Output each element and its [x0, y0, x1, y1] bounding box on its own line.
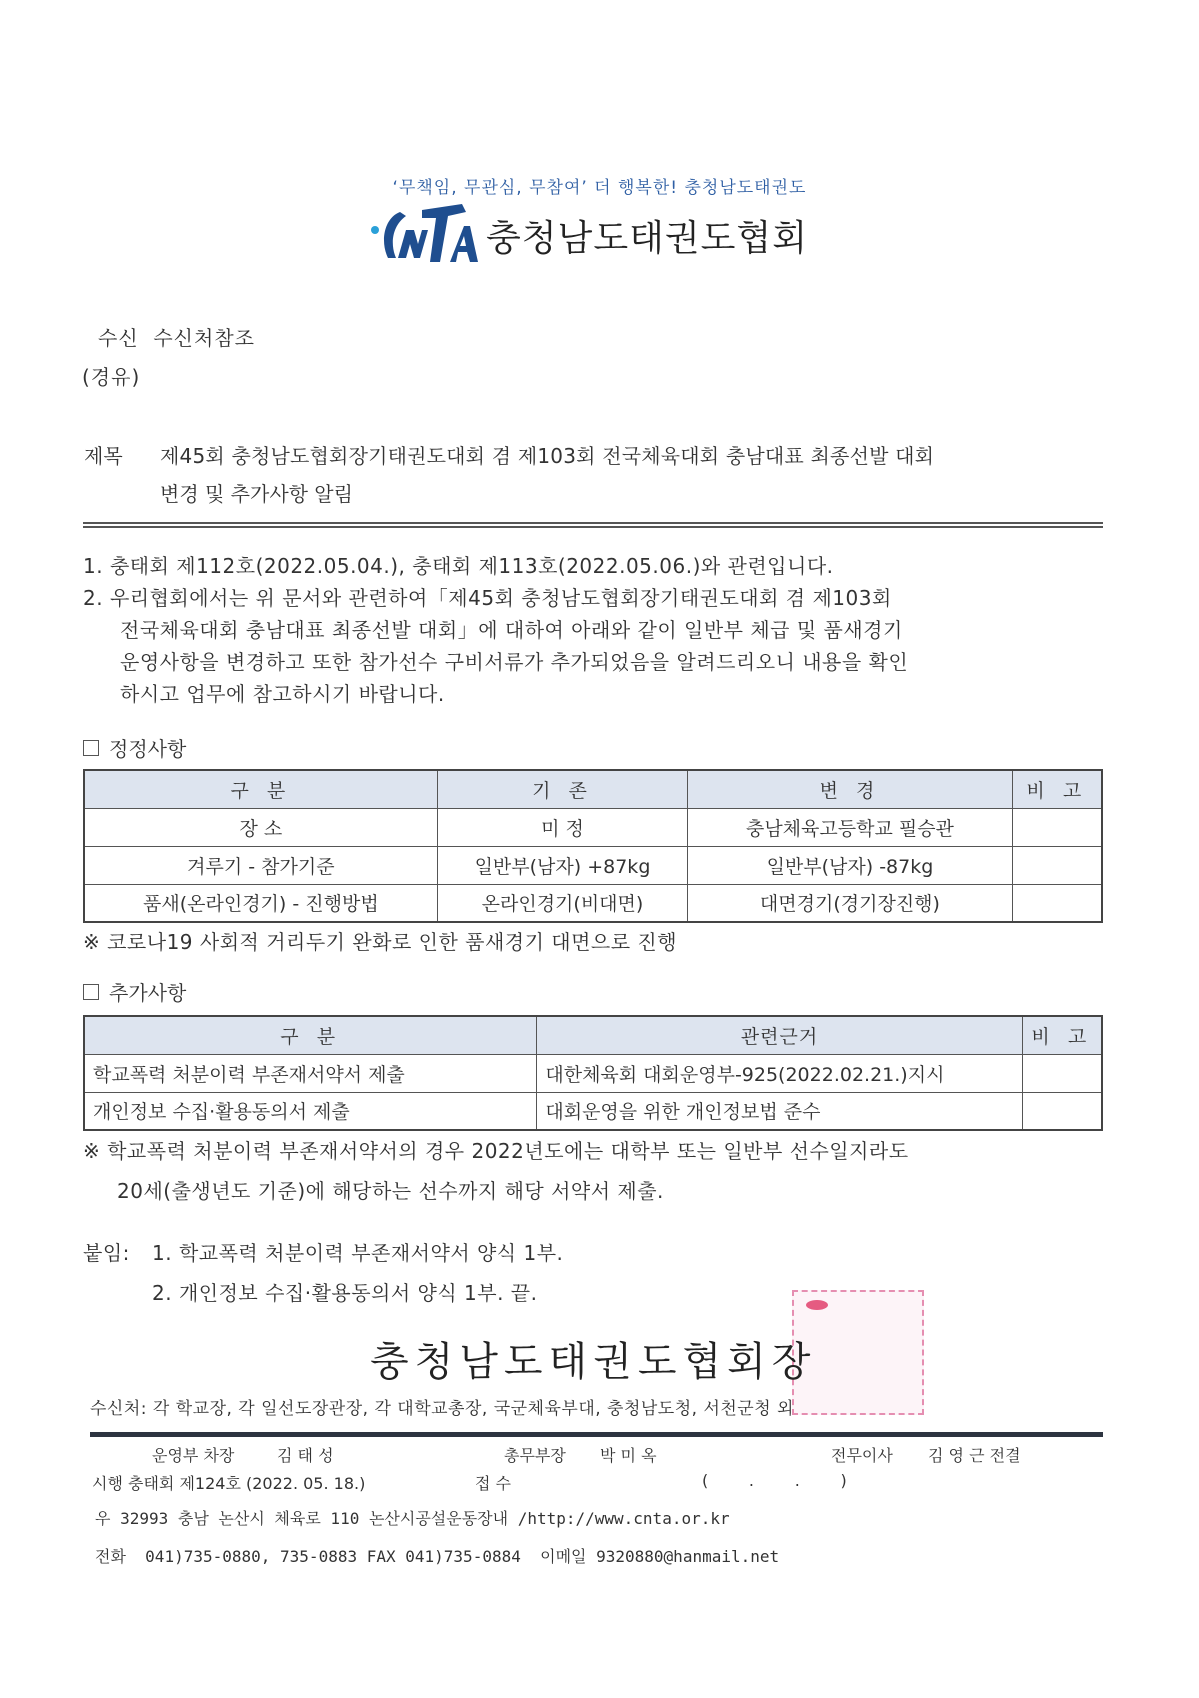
- col-header: 구 분: [84, 1016, 537, 1054]
- table-cell: 장 소: [84, 808, 437, 846]
- additions-title-text: 추가사항: [109, 981, 187, 1005]
- drafter-role: 운영부 차장: [152, 1446, 235, 1465]
- receipt-label: 접 수: [475, 1474, 511, 1493]
- body-item-2-line-4: 하시고 업무에 참고하시기 바랍니다.: [120, 682, 445, 706]
- corrections-note: ※ 코로나19 사회적 거리두기 완화로 인한 품새경기 대면으로 진행: [83, 930, 678, 954]
- recipients-list: 수신처: 각 학교장, 각 일선도장관장, 각 대학교총장, 국군체육부대, 충청남도청, 서천군청 외: [90, 1399, 794, 1419]
- org-name: 충청남도태권도협회: [486, 217, 808, 259]
- table-cell: 품새(온라인경기) - 진행방법: [84, 884, 437, 922]
- col-header: 비 고: [1012, 770, 1102, 808]
- additions-table: [83, 1015, 1103, 1131]
- seal-ink-mark-icon: [806, 1300, 828, 1310]
- via-line: (경유): [82, 365, 141, 389]
- table-cell: 대회운영을 위한 개인정보법 준수: [537, 1092, 1022, 1130]
- table-row: [84, 808, 1102, 846]
- recipient-label: 수신: [98, 326, 139, 350]
- table-cell: [1022, 1054, 1102, 1092]
- reviewer-name: 박 미 옥: [600, 1446, 657, 1465]
- body-item-2-line-2: 전국체육대회 충남대표 최종선발 대회」에 대하여 아래와 같이 일반부 체급 및 품새경기: [120, 618, 903, 642]
- slogan: ‘무책임, 무관심, 무참여’ 더 행복한! 충청남도태권도: [392, 178, 807, 198]
- table-cell: 미 정: [437, 808, 688, 846]
- table-cell: 학교폭력 처분이력 부존재서약서 제출: [84, 1054, 537, 1092]
- col-header: 기 존: [437, 770, 688, 808]
- additions-note-line-1: ※ 학교폭력 처분이력 부존재서약서의 경우 2022년도에는 대학부 또는 일반부 선수일지라도: [83, 1139, 909, 1163]
- table-cell: 대면경기(경기장진행): [688, 884, 1012, 922]
- table-cell: 온라인경기(비대면): [437, 884, 688, 922]
- table-row: [84, 1054, 1102, 1092]
- corrections-title-text: 정정사항: [109, 737, 187, 761]
- table-row: [84, 1092, 1102, 1130]
- subject-line-1: 제45회 충청남도협회장기태권도대회 겸 제103회 전국체육대회 충남대표 최종선발 대회: [160, 444, 935, 468]
- checkbox-square-icon: [83, 740, 99, 756]
- table-cell: 충남체육고등학교 필승관: [688, 808, 1012, 846]
- signature-title: 충청남도태권도협회장: [370, 1339, 817, 1385]
- table-header-row: [84, 1016, 1102, 1054]
- additions-title: [83, 977, 186, 1006]
- enforcement-number: 시행 충태회 제124호 (2022. 05. 18.): [92, 1474, 366, 1493]
- body-item-2-line-1: 2. 우리협회에서는 위 문서와 관련하여「제45회 충청남도협회장기태권도대회 겸 제103회: [83, 586, 892, 610]
- approver-role: 전무이사: [831, 1446, 893, 1465]
- recipient-value: 수신처참조: [153, 326, 255, 350]
- corrections-title: [83, 733, 186, 762]
- table-header-row: [84, 770, 1102, 808]
- checkbox-square-icon: [83, 984, 99, 1000]
- col-header: 구 분: [84, 770, 437, 808]
- table-cell: 일반부(남자) +87kg: [437, 846, 688, 884]
- cnta-logo-icon: [370, 200, 480, 270]
- approver-name: 김 영 근 전결: [928, 1446, 1021, 1465]
- attachment-item-1: 1. 학교폭력 처분이력 부존재서약서 양식 1부.: [152, 1241, 564, 1265]
- additions-note-line-2: 20세(출생년도 기준)에 해당하는 선수까지 해당 서약서 제출.: [117, 1179, 664, 1203]
- table-cell: [1012, 808, 1102, 846]
- col-header: 비 고: [1022, 1016, 1102, 1054]
- table-row: [84, 884, 1102, 922]
- recipient-line: [98, 322, 255, 351]
- body-item-2-line-3: 운영사항을 변경하고 또한 참가선수 구비서류가 추가되었음을 알려드리오니 내용을 확인: [120, 650, 909, 674]
- attachment-item-2: 2. 개인정보 수집·활용동의서 양식 1부. 끝.: [152, 1281, 538, 1305]
- col-header: 관련근거: [537, 1016, 1022, 1054]
- body-item-1: 1. 충태회 제112호(2022.05.04.), 충태회 제113호(2022.05.06.)와 관련입니다.: [83, 554, 834, 578]
- drafter-name: 김 태 성: [277, 1446, 334, 1465]
- corrections-table: [83, 769, 1103, 923]
- table-cell: [1012, 846, 1102, 884]
- table-cell: 대한체육회 대회운영부-925(2022.02.21.)지시: [537, 1054, 1022, 1092]
- table-cell: 일반부(남자) -87kg: [688, 846, 1012, 884]
- table-cell: [1022, 1092, 1102, 1130]
- double-divider: [83, 522, 1103, 528]
- receipt-value: ( . . ): [702, 1471, 847, 1490]
- col-header: 변 경: [688, 770, 1012, 808]
- phone-email-line: 전화 041)735-0880, 735-0883 FAX 041)735-0884 이메일 9320880@hanmail.net: [95, 1547, 780, 1566]
- attachments-label: 붙임:: [83, 1241, 130, 1265]
- subject-label: 제목: [84, 444, 123, 468]
- reviewer-role: 총무부장: [504, 1446, 566, 1465]
- table-cell: [1012, 884, 1102, 922]
- table-cell: 겨루기 - 참가기준: [84, 846, 437, 884]
- table-cell: 개인정보 수집·활용동의서 제출: [84, 1092, 537, 1130]
- footer-divider: [90, 1432, 1103, 1437]
- address-line: 우 32993 충남 논산시 체육로 110 논산시공설운동장내 /http://www.cnta.or.kr: [95, 1509, 730, 1528]
- subject-line-2: 변경 및 추가사항 알림: [160, 482, 353, 506]
- table-row: [84, 846, 1102, 884]
- org-header: [370, 200, 808, 270]
